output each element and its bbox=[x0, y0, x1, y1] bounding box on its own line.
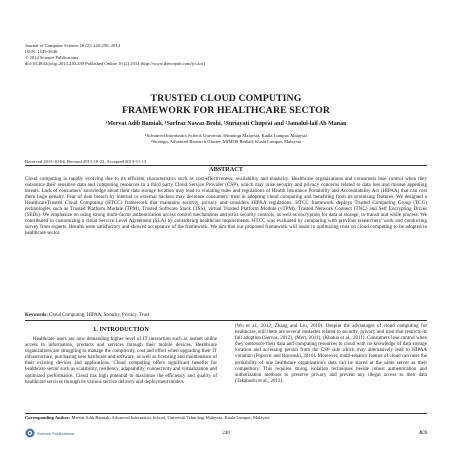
abstract-heading: ABSTRACT bbox=[209, 166, 243, 173]
column-left bbox=[25, 325, 217, 386]
affiliation-1: ¹Advanced Informatics School, Universiti Teknologi Malaysia, Kuala Lumpur, Malaysia bbox=[144, 133, 308, 138]
keywords-text: Cloud Computing, HIPAA, Security, Privacy, Trust bbox=[49, 313, 150, 318]
keywords-bottom-rule bbox=[25, 320, 427, 321]
page-footer bbox=[25, 428, 427, 440]
copyright: © 2014 Science Publications bbox=[25, 55, 79, 61]
doi-line[interactable]: doi:10.3844/jcssp.2014.240.250 Published Online 10 (2) 2014 (http://www.thescipub.com/jcs.toc) bbox=[25, 61, 206, 67]
paper-title bbox=[0, 93, 452, 116]
affiliations bbox=[0, 133, 452, 145]
submission-dates: Received 2013-10-04, Revised 2013-10-22; Accepted 2013-11-13 bbox=[25, 159, 147, 164]
author-list: ¹Mervat Adib Bamiah, ¹Sarfraz Nawaz Brohi, ¹Suriayati Chuprat and ²Jamalul-lail Ab Manan bbox=[105, 121, 347, 127]
keywords-label: Keywords: bbox=[25, 313, 48, 318]
publisher-name: Science Publications bbox=[37, 430, 74, 436]
corresponding-author bbox=[25, 415, 427, 421]
keywords bbox=[25, 313, 149, 319]
journal-citation: Journal of Computer Science 10 (2): 240-250, 2014 bbox=[25, 43, 120, 48]
intro-paragraph-right: (Wu et al., 2012; Zhang and Liu, 2010). Despite the advantages of cloud computing for healthcare, still there are several obstacles related to security, privacy and trust that restricts its full adoption (Servos, 2012), (Mert, 2011), (Khatua et al., 2011). Consumers lose control when they outsource their data and computing resources to cloud with no knowledge of data storage location and accessing person from the CSP side which may alternatively lead to HIPAA violation (Popovic and Hocenski, 2010). Moreover, multi-tenancy feature of cloud can raise the probability of one healthcare organization's data can be stored at the same server as their competitors. This requires strong isolation techniques beside robust authentication and authorization methods to preserve privacy and prevent any illegal access to their data (Takabashi et al., 2012). bbox=[235, 324, 427, 384]
title-line-2: FRAMEWORK FOR HEALTHCARE SECTOR bbox=[121, 104, 331, 116]
footnote-rule bbox=[25, 413, 427, 414]
issn: ISSN: 1549-3636 bbox=[25, 49, 58, 55]
journal-header bbox=[25, 43, 425, 67]
section-heading-introduction: 1. INTRODUCTION bbox=[93, 326, 149, 333]
affiliation-2: ²Strategic Advanced Research Cluster, MIMOS Berhad, Kuala Lumpur, Malaysia bbox=[151, 139, 301, 144]
title-line-1: TRUSTED CLOUD COMPUTING bbox=[150, 93, 302, 104]
journal-abbreviation: JCS bbox=[418, 431, 427, 436]
column-right bbox=[235, 324, 427, 385]
corresponding-label: Corresponding Author: bbox=[25, 415, 71, 420]
corresponding-text: Mervat Adib Bamiah, Advanced Informatics School, Universiti Teknologi Malaysia, Kuala Lumpur, Malaysia bbox=[71, 415, 270, 420]
abstract-text: Cloud computing is rapidly evolving due to its efficient characteristics such as cost-effectiveness, availability and elasticity. Healthcare organizations and consumers lose control when they outsource their sensitive data and computing resources to a third party Cloud Service Provider (CSP), which may raise security and privacy concerns related to data loss and misuse appealing threats. Lack of consumers' knowledge about their data storage location may lead to violating rules and regulations of Health Insurance Portability and Accountability Act (HIPAA) that can cost them huge penalty. Fear of data breach by internal or external hackers may decrease consumers' trust in adopting cloud computing and benefiting from its promising features. We designed a HealthcareTrusted Cloud Computing (HTCC) framework that maintains security, privacy and considers HIPAA regulations. HTCC framework deploys Trusted Computing Group (TCG) technologies such as Trusted Platform Module (TPM), Trusted Software Stack (TSS), virtual Trusted Platform Module (vTPM), Trusted Network Connect (TNC) and Self Encrypting Drives (SEDs). We emphasize on using strong multi-factor authentication access control mechanisms and strict security controls, as well as encryption for data at storage, in-transit and while process. We contributed in customizing a cloud Service Level Agreement (SLA) by considering healthcare requirements. HTCC was evaluated by comparing with previous researchers' work and conducting survey from experts. Results were satisfactory and showed acceptance of the framework. We aim that our proposed framework will assist in optimizing trust on cloud computing to be adopted in healthcare sector. bbox=[25, 176, 427, 237]
intro-paragraph-left: Healthcare users are now demanding higher level of IT interaction such as instant online access to information, products and services through their mobile devices. Healthcare organizations are struggling to manage the complexity, cost and effort when upgrading their IT infrastructure, purchasing new hardware and software, as well as licensing and maintenance of their existing devices and applications. Cloud computing offers significant benefits for healthcare sector such as scalability, resiliency, adaptability, connectivity and virtualization and optimized performance. Cloud has high potential to maximize the efficiency and quality of healthcare services through its various service delivery and deployment models bbox=[25, 337, 217, 385]
page-number: 240 bbox=[222, 431, 230, 436]
